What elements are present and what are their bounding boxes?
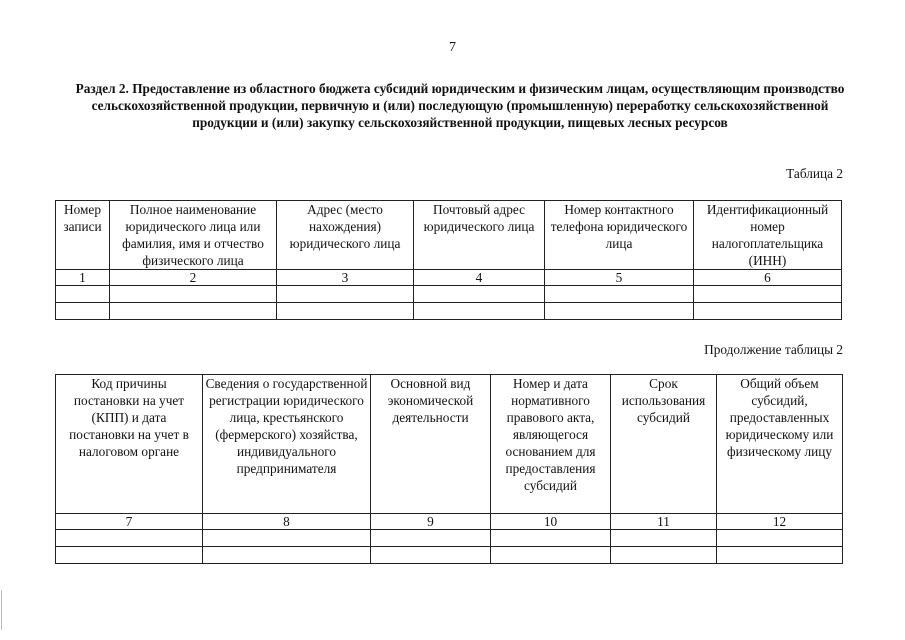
table-header-row	[56, 375, 843, 514]
column-header: Номер записи	[56, 201, 110, 270]
section-title: Раздел 2. Предоставление из областного бюджета субсидий юридическим и физическим лицам, осуществляющим производство сельскохозяйственной продукции, первичную и (или) последующую (промышленную) переработку сельскохозяйственной продукции и (или) закупку сельскохозяйственной продукции, пищевых лесных ресурсов	[75, 81, 845, 130]
table-cell[interactable]	[56, 530, 203, 547]
table-cell[interactable]	[56, 286, 110, 303]
column-number: 8	[203, 514, 371, 530]
table-2-label: Таблица 2	[786, 166, 843, 181]
column-header: Срок использования субсидий	[611, 375, 717, 514]
table-2-continuation-label: Продолжение таблицы 2	[704, 342, 843, 357]
table-2	[55, 200, 842, 320]
column-number: 2	[110, 270, 277, 286]
table-cell[interactable]	[414, 286, 545, 303]
table-cell[interactable]	[491, 547, 611, 564]
table-row	[56, 286, 842, 303]
table-cell[interactable]	[371, 530, 491, 547]
column-header: Номер и дата нормативного правового акта, являющегося основанием для предоставления субсидий	[491, 375, 611, 514]
column-number: 4	[414, 270, 545, 286]
column-header: Общий объем субсидий, предоставленных юридическому или физическому лицу	[717, 375, 843, 514]
column-number: 12	[717, 514, 843, 530]
table-row	[56, 530, 843, 547]
table-row	[56, 303, 842, 320]
column-number: 11	[611, 514, 717, 530]
table-cell[interactable]	[277, 286, 414, 303]
table-2-continuation	[55, 374, 843, 564]
table-cell[interactable]	[717, 547, 843, 564]
table-cell[interactable]	[110, 303, 277, 320]
column-number-row	[56, 514, 843, 530]
column-header: Почтовый адрес юридического лица	[414, 201, 545, 270]
table-cell[interactable]	[545, 303, 694, 320]
table-cell[interactable]	[491, 530, 611, 547]
table-cell[interactable]	[110, 286, 277, 303]
column-number: 3	[277, 270, 414, 286]
table-cell[interactable]	[611, 547, 717, 564]
column-number: 10	[491, 514, 611, 530]
table-cell[interactable]	[694, 303, 842, 320]
scan-edge-mark	[1, 590, 2, 630]
table-cell[interactable]	[371, 547, 491, 564]
column-header: Адрес (место нахождения) юридического лица	[277, 201, 414, 270]
table-cell[interactable]	[56, 303, 110, 320]
table-cell[interactable]	[203, 530, 371, 547]
table-cell[interactable]	[56, 547, 203, 564]
column-header: Сведения о государственной регистрации юридического лица, крестьянского (фермерского) хозяйства, индивидуального предпринимателя	[203, 375, 371, 514]
page-number: 7	[449, 40, 456, 55]
column-number-row	[56, 270, 842, 286]
table-cell[interactable]	[414, 303, 545, 320]
table-cell[interactable]	[277, 303, 414, 320]
table-cell[interactable]	[203, 547, 371, 564]
column-header: Полное наименование юридического лица или фамилия, имя и отчество физического лица	[110, 201, 277, 270]
column-header: Номер контактного телефона юридического лица	[545, 201, 694, 270]
table-cell[interactable]	[545, 286, 694, 303]
column-number: 9	[371, 514, 491, 530]
column-header: Идентификационный номер налогоплательщика (ИНН)	[694, 201, 842, 270]
column-header: Основной вид экономической деятельности	[371, 375, 491, 514]
table-cell[interactable]	[611, 530, 717, 547]
table-header-row	[56, 201, 842, 270]
table-cell[interactable]	[694, 286, 842, 303]
column-number: 1	[56, 270, 110, 286]
table-row	[56, 547, 843, 564]
column-header: Код причины постановки на учет (КПП) и дата постановки на учет в налоговом органе	[56, 375, 203, 514]
column-number: 7	[56, 514, 203, 530]
table-cell[interactable]	[717, 530, 843, 547]
column-number: 5	[545, 270, 694, 286]
column-number: 6	[694, 270, 842, 286]
